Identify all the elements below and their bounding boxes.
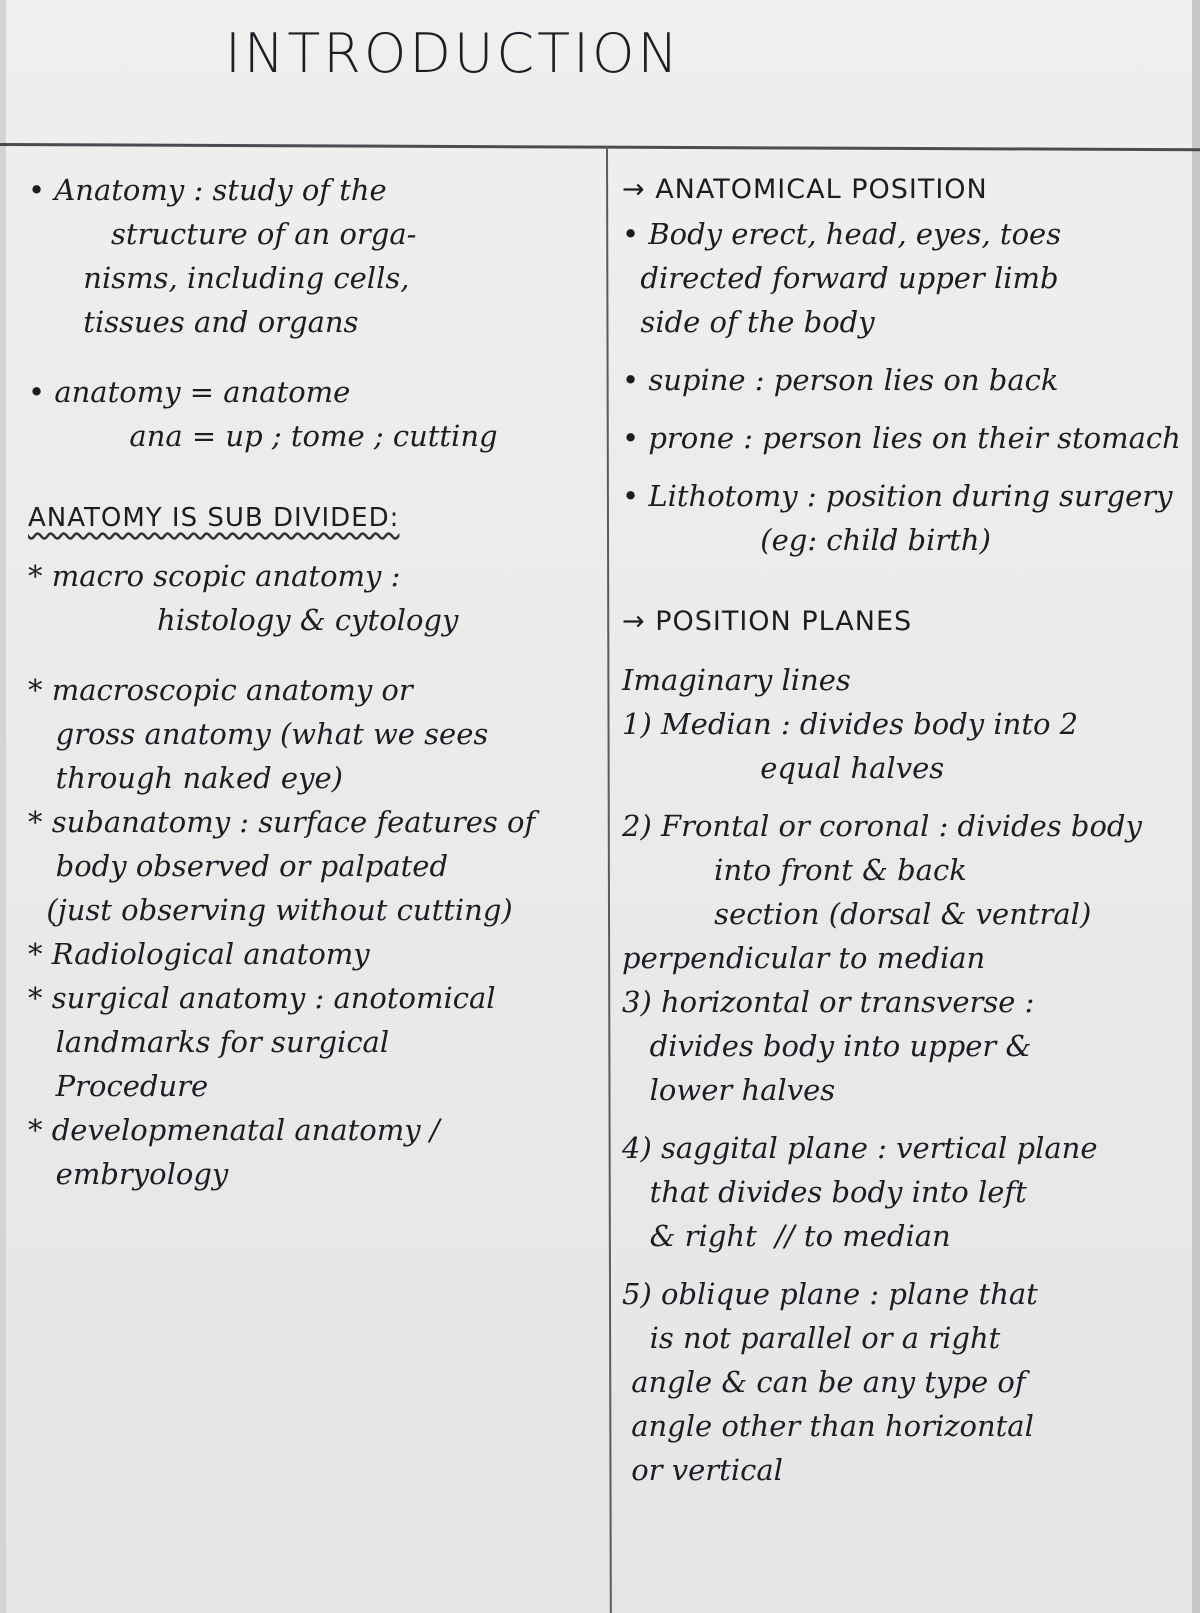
anatomical-position-heading: → ANATOMICAL POSITION	[622, 174, 988, 205]
subdivision-heading: ANATOMY IS SUB DIVIDED:	[28, 503, 400, 533]
position-planes-heading: → POSITION PLANES	[622, 606, 913, 637]
page-right-edge	[1192, 0, 1200, 1613]
left-column	[28, 168, 598, 1196]
anatomy-etymology: • anatomy = anatome ana = up ; tome ; cutting	[28, 375, 498, 453]
plane-median: 1) Median : divides body into 2 equal halves	[622, 707, 1079, 785]
position-body-erect: • Body erect, head, eyes, toes directed forward upper limb side of the body	[622, 217, 1062, 339]
bullet-developmental: * developmenatal anatomy / embryology	[28, 1113, 440, 1191]
position-supine: • supine : person lies on back	[622, 363, 1059, 397]
page-title: INTRODUCTION	[225, 22, 681, 85]
title-divider-line	[0, 143, 1200, 151]
right-column	[622, 168, 1182, 1492]
bullet-surgical: * surgical anatomy : anotomical landmarks for surgical Procedure	[28, 981, 496, 1103]
plane-frontal: 2) Frontal or coronal : divides body into front & back section (dorsal & ventral) perpendicular to median	[622, 809, 1142, 975]
position-prone: • prone : person lies on their stomach	[622, 421, 1181, 455]
page-left-edge	[0, 0, 6, 1613]
position-lithotomy: • Lithotomy : position during surgery (eg: child birth)	[622, 479, 1173, 557]
plane-oblique: 5) oblique plane : plane that is not parallel or a right angle & can be any type of angle other than horizontal or vertical	[622, 1277, 1038, 1487]
plane-saggital: 4) saggital plane : vertical plane that divides body into left & right // to median	[622, 1131, 1098, 1253]
column-divider-line	[606, 146, 612, 1613]
plane-horizontal: 3) horizontal or transverse : divides body into upper & lower halves	[622, 985, 1035, 1107]
bullet-microscopic: * macro scopic anatomy : histology & cytology	[28, 559, 459, 637]
anatomy-definition: • Anatomy : study of the structure of an orga- nisms, including cells, tissues and organs	[28, 173, 417, 339]
bullet-macroscopic: * macroscopic anatomy or gross anatomy (what we sees through naked eye)	[28, 673, 489, 795]
bullet-subanatomy: * subanatomy : surface features of body observed or palpated (just observing without cutting)	[28, 805, 536, 927]
imaginary-lines: Imaginary lines	[622, 663, 851, 697]
bullet-radiological: * Radiological anatomy	[28, 937, 370, 971]
